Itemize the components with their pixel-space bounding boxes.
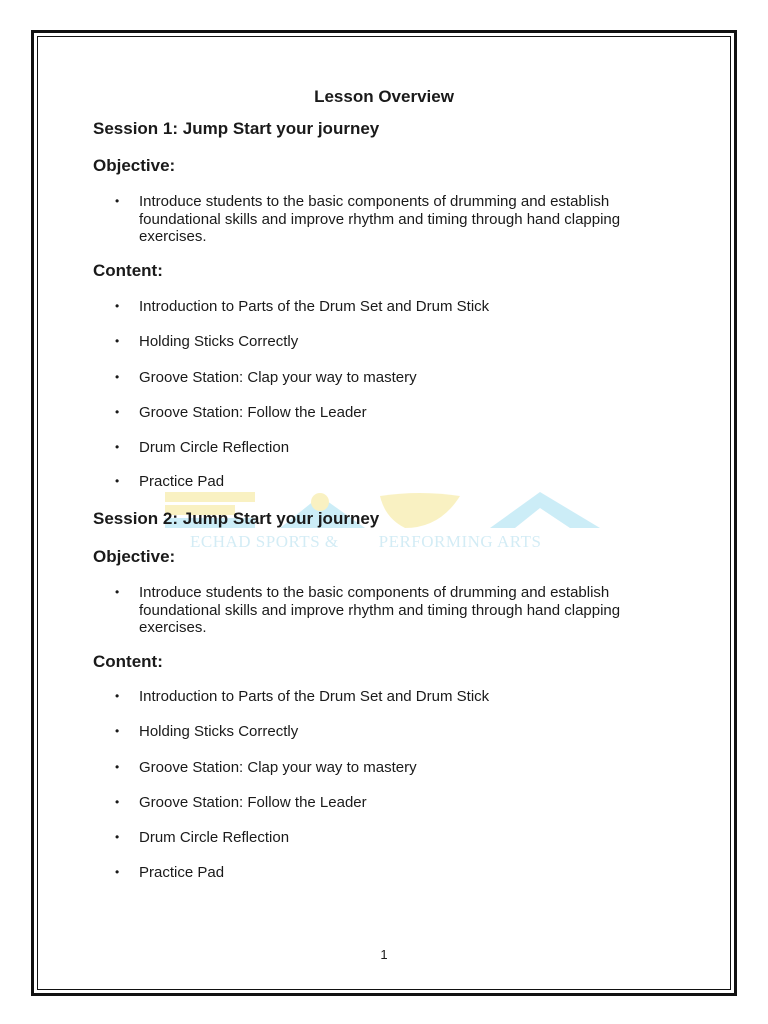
session-1-content-item: Drum Circle Reflection xyxy=(139,439,290,456)
session-1-content-item: Practice Pad xyxy=(139,473,225,490)
session-2-content-item: Drum Circle Reflection xyxy=(139,829,290,846)
session-1-objective-item: Introduce students to the basic components of drumming and establish foundational skills and improve rhythm and timing through hand clapping exercises. xyxy=(139,193,621,245)
session-1-content-item: Groove Station: Follow the Leader xyxy=(139,404,367,421)
bullet-icon: • xyxy=(115,760,120,774)
bullet-icon: • xyxy=(115,474,120,488)
bullet-icon: • xyxy=(115,299,120,313)
bullet-icon: • xyxy=(115,830,120,844)
session-1-heading: Session 1: Jump Start your journey xyxy=(93,119,380,138)
page-number: 1 xyxy=(380,947,388,962)
session-1-content-item: Introduction to Parts of the Drum Set and Drum Stick xyxy=(139,298,490,315)
bullet-icon: • xyxy=(115,440,120,454)
bullet-icon: • xyxy=(115,795,120,809)
bullet-icon: • xyxy=(115,865,120,879)
bullet-icon: • xyxy=(115,585,120,599)
bullet-icon: • xyxy=(115,405,120,419)
session-2-content-item: Introduction to Parts of the Drum Set and Drum Stick xyxy=(139,688,490,705)
session-2-content-item: Holding Sticks Correctly xyxy=(139,723,299,740)
session-2-objective-heading: Objective: xyxy=(93,547,176,566)
session-2-content-item: Groove Station: Follow the Leader xyxy=(139,794,367,811)
session-2-objective-item: Introduce students to the basic components of drumming and establish foundational skills and improve rhythm and timing through hand clapping exercises. xyxy=(139,584,621,636)
bullet-icon: • xyxy=(115,194,120,208)
bullet-icon: • xyxy=(115,724,120,738)
bullet-icon: • xyxy=(115,334,120,348)
watermark-text-right: PERFORMING ARTS xyxy=(378,532,542,551)
session-2-content-item: Practice Pad xyxy=(139,864,225,881)
session-1-content-heading: Content: xyxy=(93,261,163,280)
session-2-content-item: Groove Station: Clap your way to mastery xyxy=(139,759,417,776)
page-title: Lesson Overview xyxy=(314,87,454,106)
bullet-icon: • xyxy=(115,370,120,384)
session-1-content-item: Groove Station: Clap your way to mastery xyxy=(139,369,417,386)
watermark-text-left: ECHAD SPORTS & xyxy=(190,532,339,551)
session-1-content-item: Holding Sticks Correctly xyxy=(139,333,299,350)
bullet-icon: • xyxy=(115,689,120,703)
session-2-heading: Session 2: Jump Start your journey xyxy=(93,509,380,528)
session-2-content-heading: Content: xyxy=(93,652,163,671)
session-1-objective-heading: Objective: xyxy=(93,156,176,175)
